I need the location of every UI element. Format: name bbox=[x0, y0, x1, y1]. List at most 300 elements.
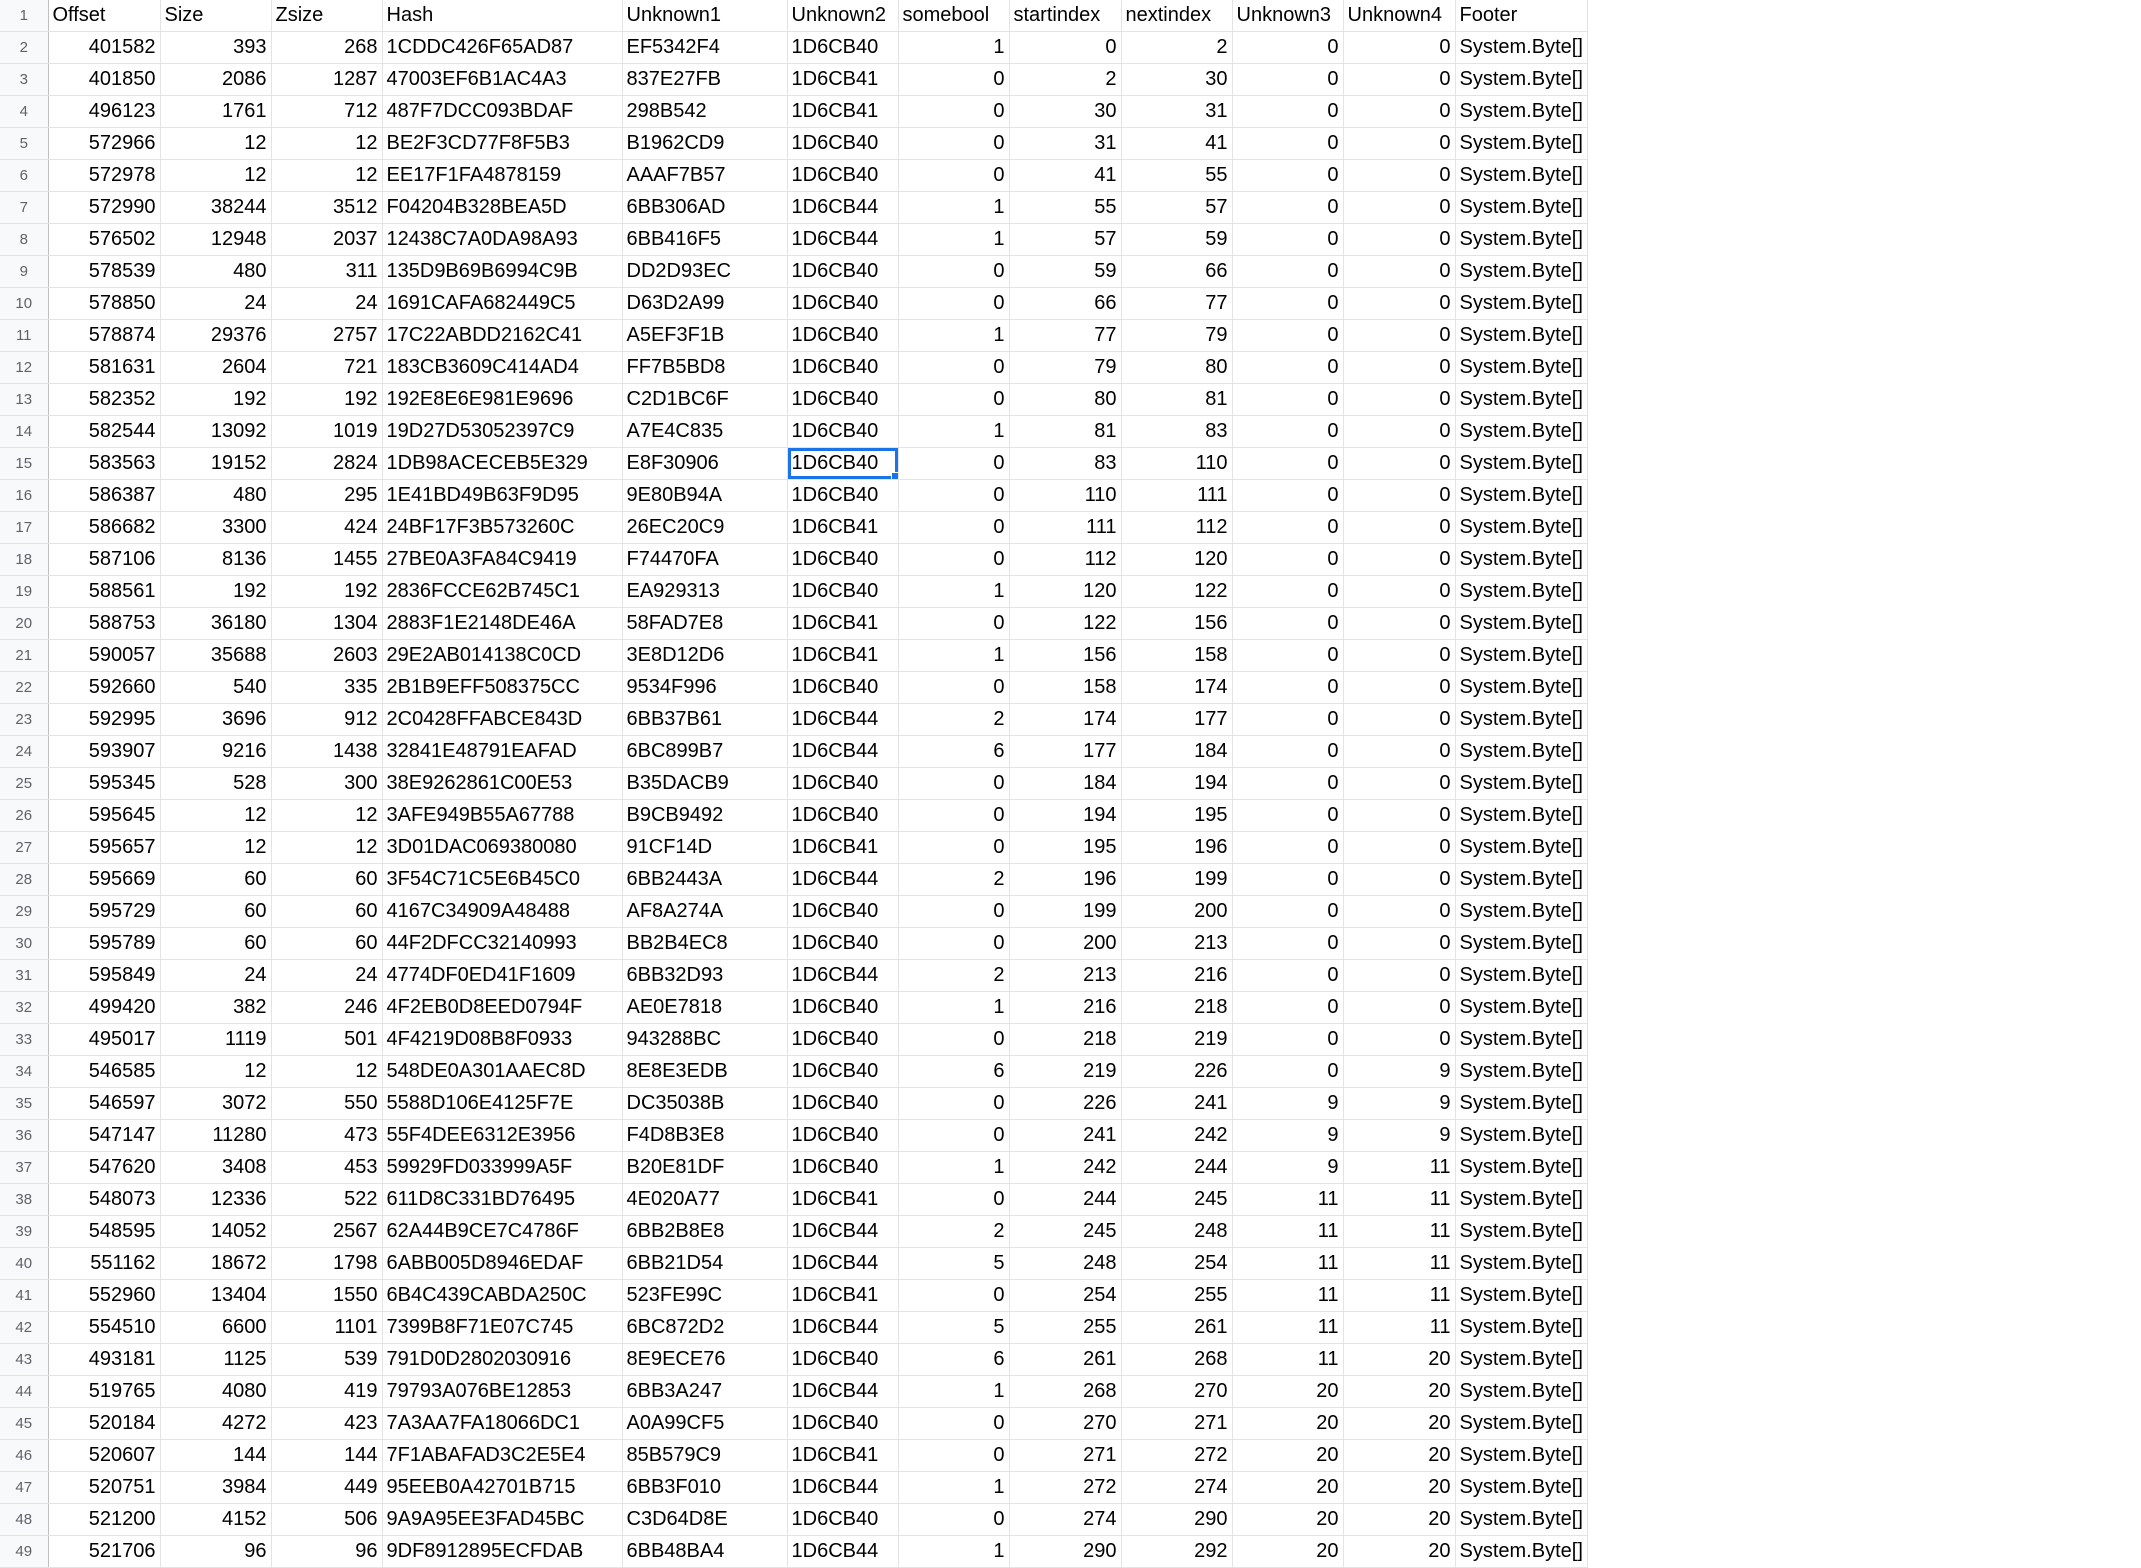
cell-nextindex[interactable]: 83 bbox=[1121, 416, 1232, 448]
cell-offset[interactable]: 552960 bbox=[48, 1280, 160, 1312]
cell-offset[interactable]: 581631 bbox=[48, 352, 160, 384]
cell-startindex[interactable]: 248 bbox=[1009, 1248, 1121, 1280]
row-number[interactable]: 41 bbox=[0, 1280, 48, 1312]
row-number[interactable]: 38 bbox=[0, 1184, 48, 1216]
cell-footer[interactable]: System.Byte[] bbox=[1455, 1024, 1587, 1056]
cell-zsize[interactable]: 60 bbox=[271, 896, 382, 928]
cell-somebool[interactable]: 0 bbox=[898, 512, 1009, 544]
cell-unknown1[interactable]: B1962CD9 bbox=[622, 128, 787, 160]
cell-footer[interactable]: System.Byte[] bbox=[1455, 480, 1587, 512]
cell-unknown3[interactable]: 0 bbox=[1232, 288, 1343, 320]
cell-nextindex[interactable]: 274 bbox=[1121, 1472, 1232, 1504]
cell-startindex[interactable]: 270 bbox=[1009, 1408, 1121, 1440]
cell-somebool[interactable]: 1 bbox=[898, 1152, 1009, 1184]
cell-footer[interactable]: System.Byte[] bbox=[1455, 864, 1587, 896]
cell-unknown2[interactable]: 1D6CB40 bbox=[787, 800, 898, 832]
cell-unknown3[interactable]: 0 bbox=[1232, 832, 1343, 864]
cell-somebool[interactable]: 1 bbox=[898, 192, 1009, 224]
cell-unknown2[interactable]: 1D6CB40 bbox=[787, 384, 898, 416]
cell-offset[interactable]: 547147 bbox=[48, 1120, 160, 1152]
cell-unknown1[interactable]: 6BB2443A bbox=[622, 864, 787, 896]
cell-nextindex[interactable]: 158 bbox=[1121, 640, 1232, 672]
cell-unknown1[interactable]: DC35038B bbox=[622, 1088, 787, 1120]
cell-zsize[interactable]: 12 bbox=[271, 1056, 382, 1088]
cell-nextindex[interactable]: 199 bbox=[1121, 864, 1232, 896]
cell-unknown2[interactable]: 1D6CB41 bbox=[787, 832, 898, 864]
cell-unknown3[interactable]: 0 bbox=[1232, 160, 1343, 192]
cell-footer[interactable]: System.Byte[] bbox=[1455, 32, 1587, 64]
cell-zsize[interactable]: 1287 bbox=[271, 64, 382, 96]
cell-offset[interactable]: 593907 bbox=[48, 736, 160, 768]
cell-zsize[interactable]: 24 bbox=[271, 288, 382, 320]
cell-hash[interactable]: EE17F1FA4878159 bbox=[382, 160, 622, 192]
cell-startindex[interactable]: 77 bbox=[1009, 320, 1121, 352]
cell-hash[interactable]: 4F4219D08B8F0933 bbox=[382, 1024, 622, 1056]
cell-nextindex[interactable]: 290 bbox=[1121, 1504, 1232, 1536]
cell-hash[interactable]: 7399B8F71E07C745 bbox=[382, 1312, 622, 1344]
cell-hash[interactable]: 12438C7A0DA98A93 bbox=[382, 224, 622, 256]
cell-unknown4[interactable]: 11 bbox=[1343, 1248, 1455, 1280]
cell-footer[interactable]: System.Byte[] bbox=[1455, 992, 1587, 1024]
cell-startindex[interactable]: 41 bbox=[1009, 160, 1121, 192]
cell-unknown1[interactable]: A0A99CF5 bbox=[622, 1408, 787, 1440]
cell-size[interactable]: 60 bbox=[160, 896, 271, 928]
cell-somebool[interactable]: 2 bbox=[898, 864, 1009, 896]
cell-unknown3[interactable]: 0 bbox=[1232, 1024, 1343, 1056]
cell-offset[interactable]: 576502 bbox=[48, 224, 160, 256]
cell-offset[interactable]: 595849 bbox=[48, 960, 160, 992]
row-number[interactable]: 6 bbox=[0, 160, 48, 192]
cell-hash[interactable]: 2883F1E2148DE46A bbox=[382, 608, 622, 640]
cell-somebool[interactable]: 0 bbox=[898, 96, 1009, 128]
cell-nextindex[interactable]: 120 bbox=[1121, 544, 1232, 576]
cell-unknown1[interactable]: B9CB9492 bbox=[622, 800, 787, 832]
cell-startindex[interactable]: 218 bbox=[1009, 1024, 1121, 1056]
cell-footer[interactable]: System.Byte[] bbox=[1455, 96, 1587, 128]
cell-startindex[interactable]: 261 bbox=[1009, 1344, 1121, 1376]
cell-somebool[interactable]: 0 bbox=[898, 352, 1009, 384]
cell-unknown1[interactable]: 6BC899B7 bbox=[622, 736, 787, 768]
cell-unknown4[interactable]: 0 bbox=[1343, 480, 1455, 512]
cell-zsize[interactable]: 1455 bbox=[271, 544, 382, 576]
cell-footer[interactable]: System.Byte[] bbox=[1455, 1408, 1587, 1440]
cell-size[interactable]: 192 bbox=[160, 384, 271, 416]
row-number[interactable]: 30 bbox=[0, 928, 48, 960]
cell-offset[interactable]: 554510 bbox=[48, 1312, 160, 1344]
cell-size[interactable]: 14052 bbox=[160, 1216, 271, 1248]
cell-unknown2[interactable]: 1D6CB41 bbox=[787, 64, 898, 96]
cell-unknown3[interactable]: 0 bbox=[1232, 384, 1343, 416]
cell-unknown3[interactable]: 0 bbox=[1232, 960, 1343, 992]
cell-somebool[interactable]: 1 bbox=[898, 576, 1009, 608]
cell-unknown2[interactable]: 1D6CB41 bbox=[787, 1184, 898, 1216]
cell-unknown4[interactable]: 0 bbox=[1343, 896, 1455, 928]
cell-nextindex[interactable]: 80 bbox=[1121, 352, 1232, 384]
cell-footer[interactable]: System.Byte[] bbox=[1455, 512, 1587, 544]
cell-nextindex[interactable]: 110 bbox=[1121, 448, 1232, 480]
cell-offset[interactable]: 595345 bbox=[48, 768, 160, 800]
row-number[interactable]: 20 bbox=[0, 608, 48, 640]
cell-hash[interactable]: 487F7DCC093BDAF bbox=[382, 96, 622, 128]
row-number[interactable]: 48 bbox=[0, 1504, 48, 1536]
cell-unknown2[interactable]: 1D6CB40 bbox=[787, 1152, 898, 1184]
cell-size[interactable]: 3408 bbox=[160, 1152, 271, 1184]
cell-somebool[interactable]: 0 bbox=[898, 672, 1009, 704]
cell-somebool[interactable]: 6 bbox=[898, 1056, 1009, 1088]
cell-nextindex[interactable]: 271 bbox=[1121, 1408, 1232, 1440]
cell-unknown3[interactable]: 0 bbox=[1232, 992, 1343, 1024]
cell-footer[interactable]: System.Byte[] bbox=[1455, 672, 1587, 704]
cell-nextindex[interactable]: 59 bbox=[1121, 224, 1232, 256]
cell-unknown3[interactable]: 0 bbox=[1232, 928, 1343, 960]
cell-nextindex[interactable]: 55 bbox=[1121, 160, 1232, 192]
cell-somebool[interactable]: 2 bbox=[898, 704, 1009, 736]
cell-footer[interactable]: System.Byte[] bbox=[1455, 1312, 1587, 1344]
cell-unknown3[interactable]: 20 bbox=[1232, 1376, 1343, 1408]
cell-size[interactable]: 29376 bbox=[160, 320, 271, 352]
cell-offset[interactable]: 520184 bbox=[48, 1408, 160, 1440]
cell-hash[interactable]: 2C0428FFABCE843D bbox=[382, 704, 622, 736]
cell-size[interactable]: 144 bbox=[160, 1440, 271, 1472]
cell-size[interactable]: 12 bbox=[160, 160, 271, 192]
cell-startindex[interactable]: 272 bbox=[1009, 1472, 1121, 1504]
cell-unknown4[interactable]: 20 bbox=[1343, 1472, 1455, 1504]
row-number[interactable]: 39 bbox=[0, 1216, 48, 1248]
cell-unknown1[interactable]: EA929313 bbox=[622, 576, 787, 608]
cell-offset[interactable]: 592995 bbox=[48, 704, 160, 736]
cell-hash[interactable]: 1691CAFA682449C5 bbox=[382, 288, 622, 320]
cell-unknown1[interactable]: BB2B4EC8 bbox=[622, 928, 787, 960]
cell-zsize[interactable]: 419 bbox=[271, 1376, 382, 1408]
cell-somebool[interactable]: 0 bbox=[898, 800, 1009, 832]
cell-size[interactable]: 60 bbox=[160, 928, 271, 960]
cell-size[interactable]: 11280 bbox=[160, 1120, 271, 1152]
cell-size[interactable]: 3300 bbox=[160, 512, 271, 544]
cell-nextindex[interactable]: 292 bbox=[1121, 1536, 1232, 1568]
cell-unknown4[interactable]: 0 bbox=[1343, 704, 1455, 736]
cell-unknown2[interactable]: 1D6CB41 bbox=[787, 1440, 898, 1472]
cell-nextindex[interactable]: 268 bbox=[1121, 1344, 1232, 1376]
cell-startindex[interactable]: 122 bbox=[1009, 608, 1121, 640]
row-number[interactable]: 25 bbox=[0, 768, 48, 800]
cell-zsize[interactable]: 2037 bbox=[271, 224, 382, 256]
cell-unknown1[interactable]: B20E81DF bbox=[622, 1152, 787, 1184]
cell-hash[interactable]: 611D8C331BD76495 bbox=[382, 1184, 622, 1216]
cell-footer[interactable]: System.Byte[] bbox=[1455, 1184, 1587, 1216]
cell-hash[interactable]: 3F54C71C5E6B45C0 bbox=[382, 864, 622, 896]
cell-somebool[interactable]: 1 bbox=[898, 416, 1009, 448]
cell-nextindex[interactable]: 254 bbox=[1121, 1248, 1232, 1280]
cell-unknown3[interactable]: 9 bbox=[1232, 1120, 1343, 1152]
cell-hash[interactable]: 4774DF0ED41F1609 bbox=[382, 960, 622, 992]
cell-unknown4[interactable]: 0 bbox=[1343, 832, 1455, 864]
cell-unknown2[interactable]: 1D6CB41 bbox=[787, 96, 898, 128]
cell-zsize[interactable]: 60 bbox=[271, 928, 382, 960]
cell-startindex[interactable]: 174 bbox=[1009, 704, 1121, 736]
cell-unknown4[interactable]: 0 bbox=[1343, 160, 1455, 192]
cell-unknown4[interactable]: 0 bbox=[1343, 768, 1455, 800]
cell-size[interactable]: 1125 bbox=[160, 1344, 271, 1376]
cell-size[interactable]: 35688 bbox=[160, 640, 271, 672]
cell-unknown2[interactable]: 1D6CB44 bbox=[787, 224, 898, 256]
cell-startindex[interactable]: 199 bbox=[1009, 896, 1121, 928]
cell-unknown4[interactable]: 0 bbox=[1343, 800, 1455, 832]
cell-unknown4[interactable]: 11 bbox=[1343, 1152, 1455, 1184]
row-number[interactable]: 1 bbox=[0, 0, 48, 32]
cell-zsize[interactable]: 1101 bbox=[271, 1312, 382, 1344]
cell-size[interactable]: 2604 bbox=[160, 352, 271, 384]
cell-nextindex[interactable]: 122 bbox=[1121, 576, 1232, 608]
cell-somebool[interactable]: 1 bbox=[898, 1376, 1009, 1408]
cell-size[interactable]: 13092 bbox=[160, 416, 271, 448]
cell-size[interactable]: 1119 bbox=[160, 1024, 271, 1056]
cell-unknown3[interactable]: 0 bbox=[1232, 416, 1343, 448]
cell-nextindex[interactable]: 219 bbox=[1121, 1024, 1232, 1056]
cell-nextindex[interactable]: 31 bbox=[1121, 96, 1232, 128]
cell-somebool[interactable]: 0 bbox=[898, 288, 1009, 320]
cell-size[interactable]: 38244 bbox=[160, 192, 271, 224]
cell-footer[interactable]: System.Byte[] bbox=[1455, 320, 1587, 352]
cell-offset[interactable]: 520607 bbox=[48, 1440, 160, 1472]
cell-unknown3[interactable]: 0 bbox=[1232, 192, 1343, 224]
cell-somebool[interactable]: 0 bbox=[898, 64, 1009, 96]
cell-unknown4[interactable]: 0 bbox=[1343, 992, 1455, 1024]
cell-startindex[interactable]: 111 bbox=[1009, 512, 1121, 544]
cell-size[interactable]: 3696 bbox=[160, 704, 271, 736]
cell-unknown4[interactable]: 0 bbox=[1343, 640, 1455, 672]
cell-hash[interactable]: 9A9A95EE3FAD45BC bbox=[382, 1504, 622, 1536]
cell-somebool[interactable]: 0 bbox=[898, 1280, 1009, 1312]
cell-startindex[interactable]: 156 bbox=[1009, 640, 1121, 672]
cell-footer[interactable]: System.Byte[] bbox=[1455, 1472, 1587, 1504]
cell-unknown2[interactable]: 1D6CB40 bbox=[787, 992, 898, 1024]
cell-unknown2[interactable]: 1D6CB40 bbox=[787, 1504, 898, 1536]
cell-zsize[interactable]: 501 bbox=[271, 1024, 382, 1056]
header-cell-hash[interactable]: Hash bbox=[382, 0, 622, 32]
cell-startindex[interactable]: 184 bbox=[1009, 768, 1121, 800]
cell-unknown4[interactable]: 0 bbox=[1343, 736, 1455, 768]
cell-unknown1[interactable]: A5EF3F1B bbox=[622, 320, 787, 352]
cell-unknown1[interactable]: 91CF14D bbox=[622, 832, 787, 864]
cell-startindex[interactable]: 110 bbox=[1009, 480, 1121, 512]
cell-footer[interactable]: System.Byte[] bbox=[1455, 768, 1587, 800]
cell-startindex[interactable]: 242 bbox=[1009, 1152, 1121, 1184]
cell-unknown2[interactable]: 1D6CB40 bbox=[787, 1056, 898, 1088]
cell-nextindex[interactable]: 194 bbox=[1121, 768, 1232, 800]
row-number[interactable]: 13 bbox=[0, 384, 48, 416]
cell-footer[interactable]: System.Byte[] bbox=[1455, 928, 1587, 960]
cell-size[interactable]: 12 bbox=[160, 128, 271, 160]
cell-offset[interactable]: 401582 bbox=[48, 32, 160, 64]
cell-somebool[interactable]: 0 bbox=[898, 1504, 1009, 1536]
cell-unknown3[interactable]: 0 bbox=[1232, 448, 1343, 480]
cell-unknown4[interactable]: 0 bbox=[1343, 128, 1455, 160]
cell-zsize[interactable]: 506 bbox=[271, 1504, 382, 1536]
cell-unknown3[interactable]: 20 bbox=[1232, 1504, 1343, 1536]
cell-unknown3[interactable]: 20 bbox=[1232, 1408, 1343, 1440]
cell-size[interactable]: 8136 bbox=[160, 544, 271, 576]
cell-nextindex[interactable]: 241 bbox=[1121, 1088, 1232, 1120]
cell-hash[interactable]: 47003EF6B1AC4A3 bbox=[382, 64, 622, 96]
row-number[interactable]: 46 bbox=[0, 1440, 48, 1472]
cell-nextindex[interactable]: 57 bbox=[1121, 192, 1232, 224]
cell-unknown4[interactable]: 9 bbox=[1343, 1056, 1455, 1088]
cell-unknown3[interactable]: 0 bbox=[1232, 64, 1343, 96]
cell-somebool[interactable]: 1 bbox=[898, 640, 1009, 672]
cell-hash[interactable]: 27BE0A3FA84C9419 bbox=[382, 544, 622, 576]
cell-footer[interactable]: System.Byte[] bbox=[1455, 1056, 1587, 1088]
cell-zsize[interactable]: 12 bbox=[271, 128, 382, 160]
cell-unknown1[interactable]: 9534F996 bbox=[622, 672, 787, 704]
cell-unknown1[interactable]: 6BB2B8E8 bbox=[622, 1216, 787, 1248]
header-cell-unknown4[interactable]: Unknown4 bbox=[1343, 0, 1455, 32]
cell-unknown1[interactable]: 6BB32D93 bbox=[622, 960, 787, 992]
cell-startindex[interactable]: 226 bbox=[1009, 1088, 1121, 1120]
header-cell-somebool[interactable]: somebool bbox=[898, 0, 1009, 32]
cell-unknown2[interactable]: 1D6CB41 bbox=[787, 608, 898, 640]
cell-zsize[interactable]: 449 bbox=[271, 1472, 382, 1504]
row-number[interactable]: 19 bbox=[0, 576, 48, 608]
cell-unknown4[interactable]: 9 bbox=[1343, 1088, 1455, 1120]
cell-nextindex[interactable]: 245 bbox=[1121, 1184, 1232, 1216]
cell-size[interactable]: 2086 bbox=[160, 64, 271, 96]
cell-unknown4[interactable]: 20 bbox=[1343, 1440, 1455, 1472]
cell-footer[interactable]: System.Byte[] bbox=[1455, 1280, 1587, 1312]
cell-zsize[interactable]: 423 bbox=[271, 1408, 382, 1440]
cell-zsize[interactable]: 522 bbox=[271, 1184, 382, 1216]
cell-offset[interactable]: 519765 bbox=[48, 1376, 160, 1408]
cell-unknown2[interactable]: 1D6CB40 bbox=[787, 1344, 898, 1376]
cell-unknown4[interactable]: 11 bbox=[1343, 1216, 1455, 1248]
cell-offset[interactable]: 547620 bbox=[48, 1152, 160, 1184]
cell-footer[interactable]: System.Byte[] bbox=[1455, 416, 1587, 448]
cell-unknown1[interactable]: 8E9ECE76 bbox=[622, 1344, 787, 1376]
cell-somebool[interactable]: 5 bbox=[898, 1312, 1009, 1344]
cell-unknown3[interactable]: 0 bbox=[1232, 800, 1343, 832]
cell-unknown2[interactable]: 1D6CB41 bbox=[787, 512, 898, 544]
cell-zsize[interactable]: 1304 bbox=[271, 608, 382, 640]
cell-size[interactable]: 9216 bbox=[160, 736, 271, 768]
cell-zsize[interactable]: 3512 bbox=[271, 192, 382, 224]
cell-unknown1[interactable]: 3E8D12D6 bbox=[622, 640, 787, 672]
cell-offset[interactable]: 592660 bbox=[48, 672, 160, 704]
cell-hash[interactable]: 4167C34909A48488 bbox=[382, 896, 622, 928]
cell-unknown3[interactable]: 0 bbox=[1232, 576, 1343, 608]
cell-nextindex[interactable]: 218 bbox=[1121, 992, 1232, 1024]
cell-hash[interactable]: 6ABB005D8946EDAF bbox=[382, 1248, 622, 1280]
row-number[interactable]: 9 bbox=[0, 256, 48, 288]
cell-footer[interactable]: System.Byte[] bbox=[1455, 1344, 1587, 1376]
header-cell-nextindex[interactable]: nextindex bbox=[1121, 0, 1232, 32]
cell-startindex[interactable]: 2 bbox=[1009, 64, 1121, 96]
cell-unknown2[interactable]: 1D6CB44 bbox=[787, 736, 898, 768]
cell-somebool[interactable]: 0 bbox=[898, 768, 1009, 800]
cell-hash[interactable]: 44F2DFCC32140993 bbox=[382, 928, 622, 960]
cell-size[interactable]: 12 bbox=[160, 800, 271, 832]
cell-unknown2[interactable]: 1D6CB44 bbox=[787, 1472, 898, 1504]
cell-nextindex[interactable]: 77 bbox=[1121, 288, 1232, 320]
cell-zsize[interactable]: 144 bbox=[271, 1440, 382, 1472]
cell-hash[interactable]: 59929FD033999A5F bbox=[382, 1152, 622, 1184]
cell-unknown4[interactable]: 20 bbox=[1343, 1344, 1455, 1376]
cell-unknown2[interactable]: 1D6CB44 bbox=[787, 704, 898, 736]
cell-unknown4[interactable]: 20 bbox=[1343, 1536, 1455, 1568]
cell-hash[interactable]: 4F2EB0D8EED0794F bbox=[382, 992, 622, 1024]
cell-unknown3[interactable]: 0 bbox=[1232, 1056, 1343, 1088]
cell-unknown1[interactable]: 8E8E3EDB bbox=[622, 1056, 787, 1088]
cell-size[interactable]: 60 bbox=[160, 864, 271, 896]
cell-offset[interactable]: 520751 bbox=[48, 1472, 160, 1504]
cell-startindex[interactable]: 245 bbox=[1009, 1216, 1121, 1248]
cell-unknown4[interactable]: 0 bbox=[1343, 288, 1455, 320]
header-cell-unknown2[interactable]: Unknown2 bbox=[787, 0, 898, 32]
cell-unknown3[interactable]: 0 bbox=[1232, 768, 1343, 800]
cell-unknown1[interactable]: AE0E7818 bbox=[622, 992, 787, 1024]
cell-hash[interactable]: 183CB3609C414AD4 bbox=[382, 352, 622, 384]
row-number[interactable]: 14 bbox=[0, 416, 48, 448]
cell-hash[interactable]: 9DF8912895ECFDAB bbox=[382, 1536, 622, 1568]
cell-offset[interactable]: 546585 bbox=[48, 1056, 160, 1088]
cell-zsize[interactable]: 539 bbox=[271, 1344, 382, 1376]
cell-startindex[interactable]: 31 bbox=[1009, 128, 1121, 160]
cell-unknown3[interactable]: 0 bbox=[1232, 480, 1343, 512]
cell-unknown4[interactable]: 11 bbox=[1343, 1312, 1455, 1344]
cell-zsize[interactable]: 96 bbox=[271, 1536, 382, 1568]
cell-zsize[interactable]: 192 bbox=[271, 384, 382, 416]
cell-somebool[interactable]: 1 bbox=[898, 320, 1009, 352]
cell-unknown1[interactable]: 943288BC bbox=[622, 1024, 787, 1056]
cell-size[interactable]: 6600 bbox=[160, 1312, 271, 1344]
cell-zsize[interactable]: 60 bbox=[271, 864, 382, 896]
cell-size[interactable]: 13404 bbox=[160, 1280, 271, 1312]
row-number[interactable]: 37 bbox=[0, 1152, 48, 1184]
row-number[interactable]: 24 bbox=[0, 736, 48, 768]
cell-offset[interactable]: 521706 bbox=[48, 1536, 160, 1568]
cell-somebool[interactable]: 0 bbox=[898, 608, 1009, 640]
cell-hash[interactable]: 1DB98ACECEB5E329 bbox=[382, 448, 622, 480]
cell-unknown1[interactable]: 85B579C9 bbox=[622, 1440, 787, 1472]
cell-zsize[interactable]: 2567 bbox=[271, 1216, 382, 1248]
cell-footer[interactable]: System.Byte[] bbox=[1455, 352, 1587, 384]
cell-nextindex[interactable]: 226 bbox=[1121, 1056, 1232, 1088]
row-number[interactable]: 17 bbox=[0, 512, 48, 544]
cell-nextindex[interactable]: 213 bbox=[1121, 928, 1232, 960]
cell-unknown4[interactable]: 0 bbox=[1343, 960, 1455, 992]
cell-zsize[interactable]: 12 bbox=[271, 800, 382, 832]
cell-unknown4[interactable]: 20 bbox=[1343, 1408, 1455, 1440]
cell-footer[interactable]: System.Byte[] bbox=[1455, 1248, 1587, 1280]
cell-unknown1[interactable]: 58FAD7E8 bbox=[622, 608, 787, 640]
row-number[interactable]: 33 bbox=[0, 1024, 48, 1056]
cell-footer[interactable]: System.Byte[] bbox=[1455, 640, 1587, 672]
cell-unknown1[interactable]: 523FE99C bbox=[622, 1280, 787, 1312]
cell-nextindex[interactable]: 30 bbox=[1121, 64, 1232, 96]
cell-size[interactable]: 19152 bbox=[160, 448, 271, 480]
cell-somebool[interactable]: 2 bbox=[898, 1216, 1009, 1248]
cell-size[interactable]: 528 bbox=[160, 768, 271, 800]
cell-startindex[interactable]: 30 bbox=[1009, 96, 1121, 128]
cell-unknown1[interactable]: E8F30906 bbox=[622, 448, 787, 480]
cell-size[interactable]: 36180 bbox=[160, 608, 271, 640]
cell-somebool[interactable]: 0 bbox=[898, 1408, 1009, 1440]
cell-zsize[interactable]: 12 bbox=[271, 832, 382, 864]
row-number[interactable]: 2 bbox=[0, 32, 48, 64]
cell-nextindex[interactable]: 79 bbox=[1121, 320, 1232, 352]
cell-hash[interactable]: 3D01DAC069380080 bbox=[382, 832, 622, 864]
cell-startindex[interactable]: 255 bbox=[1009, 1312, 1121, 1344]
cell-unknown3[interactable]: 20 bbox=[1232, 1472, 1343, 1504]
cell-startindex[interactable]: 195 bbox=[1009, 832, 1121, 864]
